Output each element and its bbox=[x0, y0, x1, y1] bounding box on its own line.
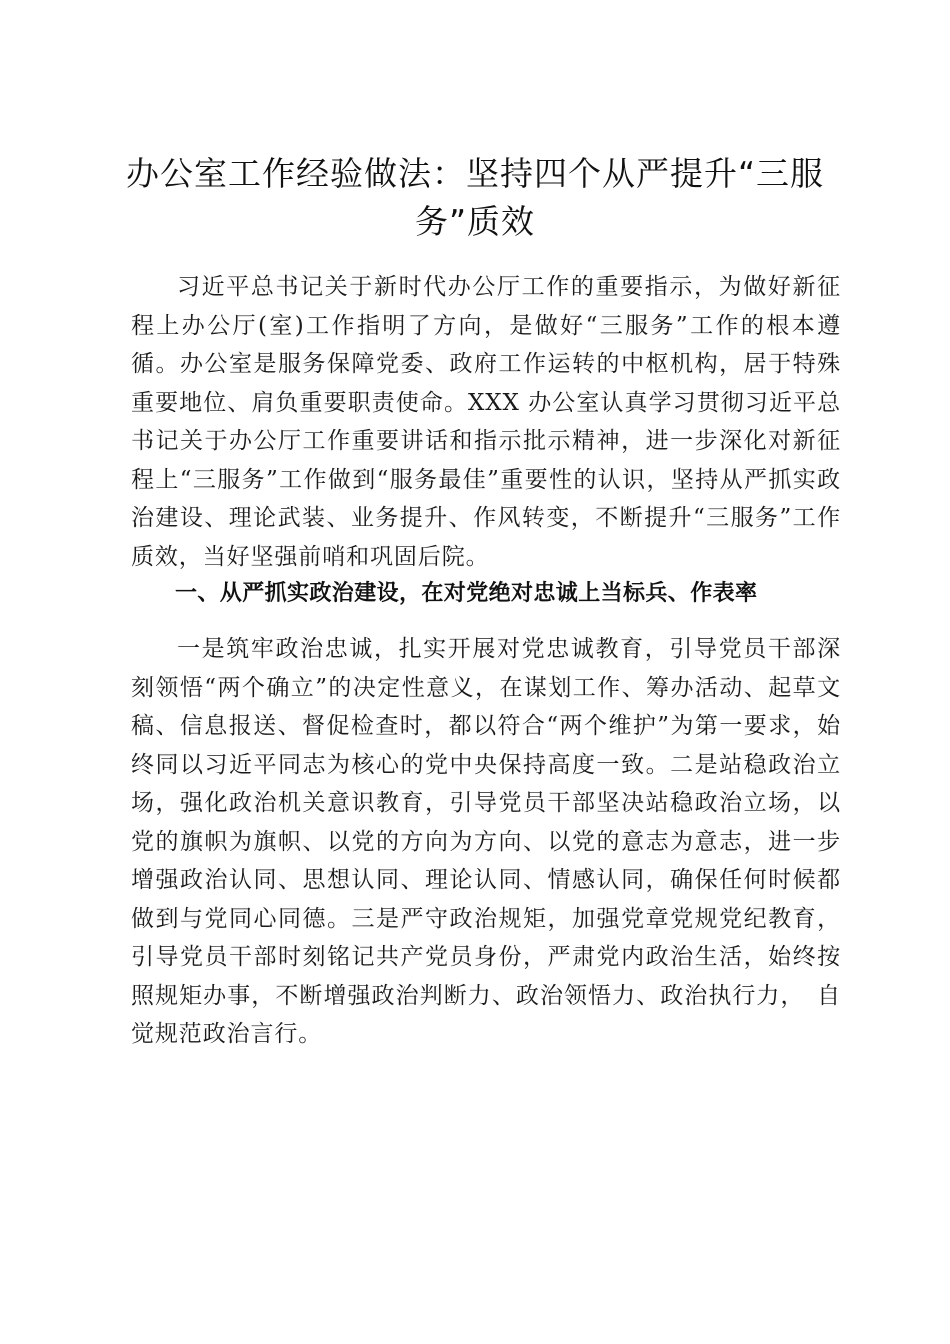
document-title: 办公室工作经验做法：坚持四个从严提升“三服务”质效 bbox=[125, 154, 825, 241]
section-1-paragraph: 一是筑牢政治忠诚，扎实开展对党忠诚教育，引导党员干部深刻领悟“两个确立”的决定性意义，在谋划工作、筹办活动、起草文稿、信息报送、督促检查时，都以符合“两个维护”为第一要求，始终同以习近平同志为核心的党中央保持高度一致。二是站稳政治立场，强化政治机关意识教育，引导党员干部坚决站稳政治立场，以党的旗帜为旗帜、以党的方向为方向、以党的意志为意志，进一步增强政治认同、思想认同、理论认同、情感认同，确保任何时候都做到与党同心同德。三是严守政治规矩，加强党章党规党纪教育，引导党员干部时刻铭记共产党员身份，严肃党内政治生活，始终按照规矩办事，不断增强政治判断力、政治领悟力、政治执行力， 自觉规范政治言行。 bbox=[131, 636, 841, 1047]
section-heading-1: 一、从严抓实政治建设，在对党绝对忠诚上当标兵、作表率 bbox=[175, 581, 758, 606]
intro-paragraph: 习近平总书记关于新时代办公厅工作的重要指示，为做好新征程上办公厅(室)工作指明了方向，是做好“三服务”工作的根本遵循。办公室是服务保障党委、政府工作运转的中枢机构，居于特殊重要地位、肩负重要职责使命。XXX 办公室认真学习贯彻习近平总书记关于办公厅工作重要讲话和指示批示精神，进一步深化对新征程上“三服务”工作做到“服务最佳”重要性的认识，坚持从严抓实政治建设、理论武装、业务提升、作风转变，不断提升“三服务”工作质效，当好坚强前哨和巩固后院。 bbox=[131, 274, 841, 570]
